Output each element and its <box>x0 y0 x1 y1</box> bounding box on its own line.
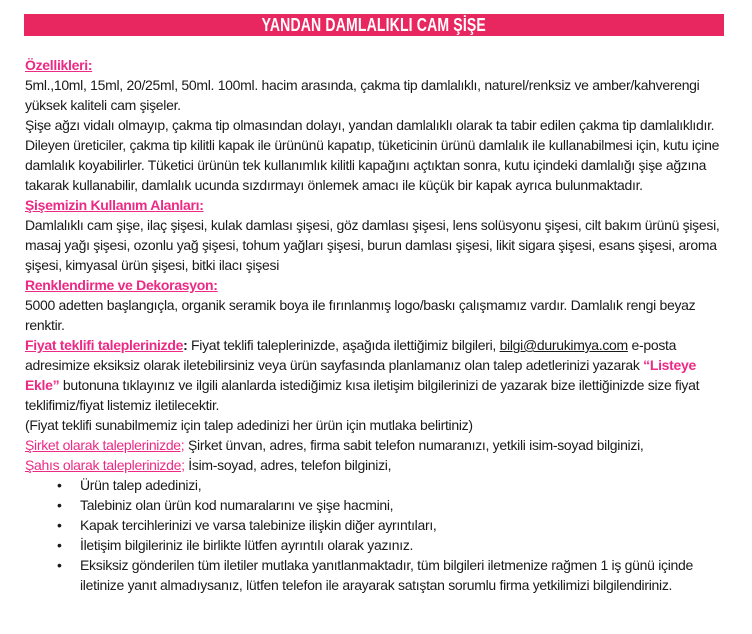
sirket-text: Şirket ünvan, adres, firma sabit telefon numaranızı, yetkili isim-soyad bilginizi, <box>184 437 644 453</box>
section-heading-renk: Renklendirme ve Dekorasyon: <box>25 277 218 293</box>
list-item: • Eksiksiz gönderilen tüm iletiler mutlaka yanıtlanmaktadır, tüm bilgileri iletmenize rağmen 1 iş günü içinde iletinize yanıt almadıysanız, lütfen telefon ile arayarak satıştan sorumlu firma yetkilimizi bilgilendiriniz. <box>80 555 725 595</box>
paragraph-sahis <box>25 455 725 475</box>
document-content <box>25 55 725 595</box>
paragraph-kullanim: Damlalıklı cam şişe, ilaç şişesi, kulak damlası şişesi, göz damlası şişesi, lens solüsyonu şişesi, cilt bakım ürünü şişesi, masaj yağı şişesi, ozonlu yağ şişesi, tohum yağları şişesi, burun damlası şişesi, likit sigara şişesi, esans şişesi, aroma şişesi, kimyasal ürün şişesi, bitki ilacı şişesi <box>25 217 720 273</box>
section-renk-heading-line <box>25 275 725 295</box>
title-bar <box>24 14 724 36</box>
listeye-ekle-reference: “Listeye Ekle” <box>25 357 696 393</box>
inline-heading-fiyat: Fiyat teklifi taleplerinizde <box>25 337 184 353</box>
fiyat-colon: : <box>183 337 192 353</box>
paragraph-ozellikleri-2: Şişe ağzı vidalı olmayıp, çakma tip olmasından dolayı, yandan damlalıklı olarak ta tabir edilen çakma tip damlalıklıdır. Dileyen üreticiler, çakma tip kilitli kapak ile ürününü kapatıp, tüketicinin ürünü damlalık ile kullanabilmesi için, kutu içine damlalık koyabilirler. Tüketici ürünün tek kullanımlık kilitli kapağını açtıktan sonra, kutu içindeki damlalığı şişe ağzına takarak kullanabilir, damlalık ucunda sızdırmayı önlemek amacı ile küçük bir kapak ayrıca bulunmaktadır. <box>25 117 720 193</box>
paragraph-fiyat-note: (Fiyat teklifi sunabilmemiz için talep adedinizi her ürün için mutlaka belirtiniz) <box>25 417 473 433</box>
email-link[interactable]: bilgi@durukimya.com <box>499 337 628 353</box>
list-item: • İletişim bilgileriniz ile birlikte lütfen ayrıntılı olarak yazınız. <box>80 535 725 555</box>
paragraph-ozellikleri-1: 5ml.,10ml, 15ml, 20/25ml, 50ml. 100ml. hacim arasında, çakma tip damlalıklı, naturel/renksiz ve amber/kahverengi yüksek kaliteli cam şişeler. <box>25 77 700 113</box>
paragraph-renk: 5000 adetten başlangıçla, organik seramik boya ile fırınlanmış logo/baskı çalışmamız vardır. Damlalık rengi beyaz renktir. <box>25 297 696 333</box>
section-heading-ozellikleri: Özellikleri: <box>25 57 93 73</box>
fiyat-text-1: Fiyat teklifi taleplerinizde, aşağıda ilettiğimiz bilgileri, <box>191 337 500 353</box>
document-page <box>0 14 752 595</box>
paragraph-sirket <box>25 435 725 455</box>
section-kullanim-heading-line <box>25 195 725 215</box>
paragraph-fiyat <box>25 335 725 415</box>
requirements-bullet-list <box>25 475 725 595</box>
section-ozellikleri-heading-line <box>25 55 725 75</box>
list-item: • Kapak tercihlerinizi ve varsa talebinize ilişkin diğer ayrıntıları, <box>80 515 725 535</box>
sirket-label: Şirket olarak taleplerinizde; <box>25 437 185 453</box>
fiyat-text-2: e-posta adresimize eksiksiz olarak iletebilirsiniz veya ürün sayfasında planlamanız olan talep adetlerinizi yazarak <box>25 337 677 373</box>
list-item: • Ürün talep adedinizi, <box>80 475 725 495</box>
sahis-text: İsim-soyad, adres, telefon bilginizi, <box>184 457 392 473</box>
fiyat-text-3: butonuna tıklayınız ve ilgili alanlarda istediğimiz kısa iletişim bilgilerinizi de yazarak bize ilettiğinizde size fiyat teklifimiz/fiyat listemiz iletilecektir. <box>25 377 700 413</box>
page-title: YANDAN DAMLALIKLI CAM ŞİŞE <box>261 14 487 35</box>
section-heading-kullanim: Şişemizin Kullanım Alanları: <box>25 197 204 213</box>
list-item: • Talebiniz olan ürün kod numaralarını ve şişe hacmini, <box>80 495 725 515</box>
sahis-label: Şahıs olarak taleplerinizde; <box>25 457 185 473</box>
